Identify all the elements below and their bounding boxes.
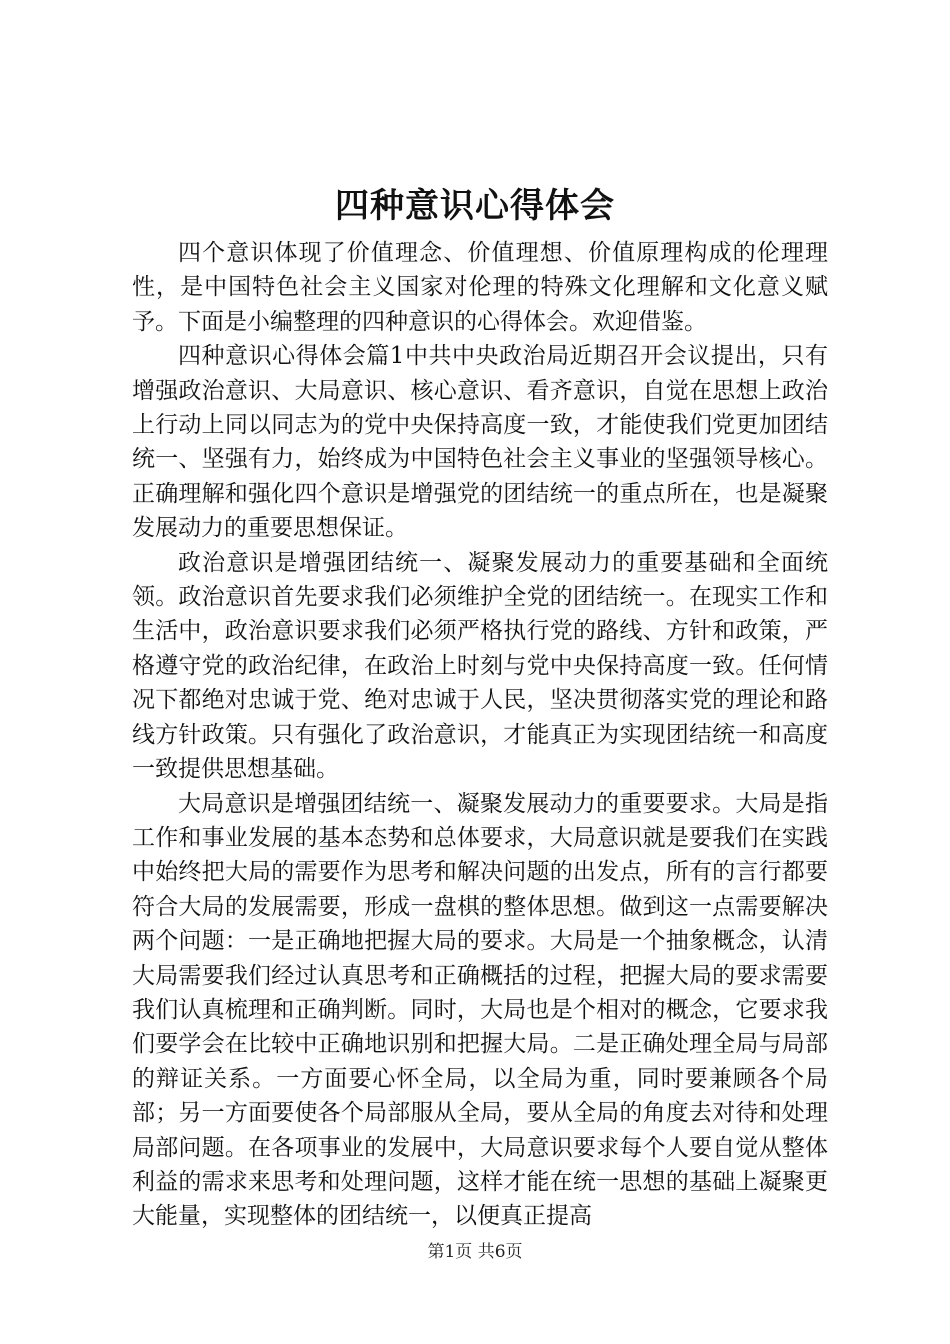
page-footer: 第1页 共6页	[427, 1242, 523, 1262]
document-title: 四种意识心得体会	[335, 186, 615, 226]
paragraph-intro: 四个意识体现了价值理念、价值理想、价值原理构成的伦理理性，是中国特色社会主义国家对伦理的特殊文化理解和文化意义赋予。下面是小编整理的四种意识的心得体会。欢迎借鉴。	[132, 240, 828, 335]
paragraph-part-1: 四种意识心得体会篇1中共中央政治局近期召开会议提出，只有增强政治意识、大局意识、核心意识、看齐意识，自觉在思想上政治上行动上同以同志为的党中央保持高度一致，才能使我们党更加团结统一、坚强有力，始终成为中国特色社会主义事业的坚强领导核心。正确理解和强化四个意识是增强党的团结统一的重点所在，也是凝聚发展动力的重要思想保证。	[132, 343, 828, 542]
paragraph-overall-awareness: 大局意识是增强团结统一、凝聚发展动力的重要要求。大局是指工作和事业发展的基本态势和总体要求，大局意识就是要我们在实践中始终把大局的需要作为思考和解决问题的出发点，所有的言行都要符合大局的发展需要，形成一盘棋的整体思想。做到这一点需要解决两个问题：一是正确地把握大局的要求。大局是一个抽象概念，认清大局需要我们经过认真思考和正确概括的过程，把握大局的要求需要我们认真梳理和正确判断。同时，大局也是个相对的概念，它要求我们要学会在比较中正确地识别和把握大局。二是正确处理全局与局部的辩证关系。一方面要心怀全局，以全局为重，同时要兼顾各个局部；另一方面要使各个局部服从全局，要从全局的角度去对待和处理局部问题。在各项事业的发展中，大局意识要求每个人要自觉从整体利益的需求来思考和处理问题，这样才能在统一思想的基础上凝聚更大能量，实现整体的团结统一，以便真正提高	[132, 790, 828, 1230]
document-body	[132, 236, 828, 1234]
paragraph-political-awareness: 政治意识是增强团结统一、凝聚发展动力的重要基础和全面统领。政治意识首先要求我们必须维护全党的团结统一。在现实工作和生活中，政治意识要求我们必须严格执行党的路线、方针和政策，严格遵守党的政治纪律，在政治上时刻与党中央保持高度一致。任何情况下都绝对忠诚于党、绝对忠诚于人民，坚决贯彻落实党的理论和路线方针政策。只有强化了政治意识，才能真正为实现团结统一和高度一致提供思想基础。	[132, 549, 828, 783]
